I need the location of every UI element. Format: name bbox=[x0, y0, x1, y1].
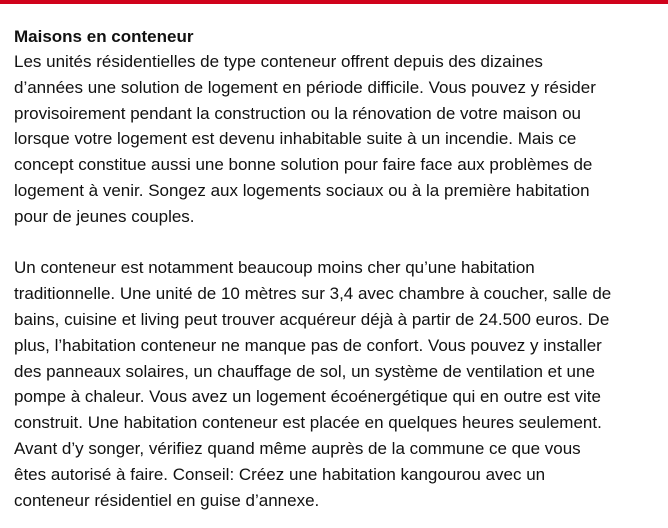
paragraph-line: traditionnelle. Une unité de 10 mètres sur 3,4 avec chambre à coucher, salle de bbox=[14, 284, 612, 304]
paragraph-line: Avant d’y songer, vérifiez quand même auprès de la commune ce que vous bbox=[14, 438, 581, 458]
paragraph-line: plus, l’habitation conteneur ne manque pas de confort. Vous pouvez y installer bbox=[14, 335, 602, 355]
paragraph-line: bains, cuisine et living peut trouver acquéreur déjà à partir de 24.500 euros. De bbox=[14, 309, 610, 329]
paragraph-line: provisoirement pendant la construction ou la rénovation de votre maison ou bbox=[14, 103, 582, 123]
paragraph-line: d’années une solution de logement en période difficile. Vous pouvez y résider bbox=[14, 77, 596, 97]
article-paragraph-2 bbox=[14, 255, 656, 513]
paragraph-spacer bbox=[14, 230, 656, 256]
top-accent-bar bbox=[0, 0, 668, 4]
paragraph-line: pour de jeunes couples. bbox=[14, 206, 195, 226]
paragraph-line: construit. Une habitation conteneur est placée en quelques heures seulement. bbox=[14, 413, 602, 433]
article-paragraph-1 bbox=[14, 49, 656, 230]
paragraph-line: concept constitue aussi une bonne solution pour faire face aux problèmes de bbox=[14, 155, 593, 175]
paragraph-line: Un conteneur est notamment beaucoup moins cher qu’une habitation bbox=[14, 258, 535, 278]
paragraph-line: Les unités résidentielles de type conteneur offrent depuis des dizaines bbox=[14, 52, 543, 71]
paragraph-line: conteneur résidentiel en guise d’annexe. bbox=[14, 490, 320, 510]
paragraph-line: lorsque votre logement est devenu inhabitable suite à un incendie. Mais ce bbox=[14, 129, 577, 149]
paragraph-line: êtes autorisé à faire. Conseil: Créez une habitation kangourou avec un bbox=[14, 464, 546, 484]
paragraph-line: logement à venir. Songez aux logements sociaux ou à la première habitation bbox=[14, 180, 590, 200]
paragraph-line: des panneaux solaires, un chauffage de sol, un système de ventilation et une bbox=[14, 361, 595, 381]
article-title: Maisons en conteneur bbox=[14, 27, 194, 46]
article bbox=[14, 24, 656, 513]
paragraph-line: pompe à chaleur. Vous avez un logement écoénergétique qui en outre est vite bbox=[14, 387, 601, 407]
